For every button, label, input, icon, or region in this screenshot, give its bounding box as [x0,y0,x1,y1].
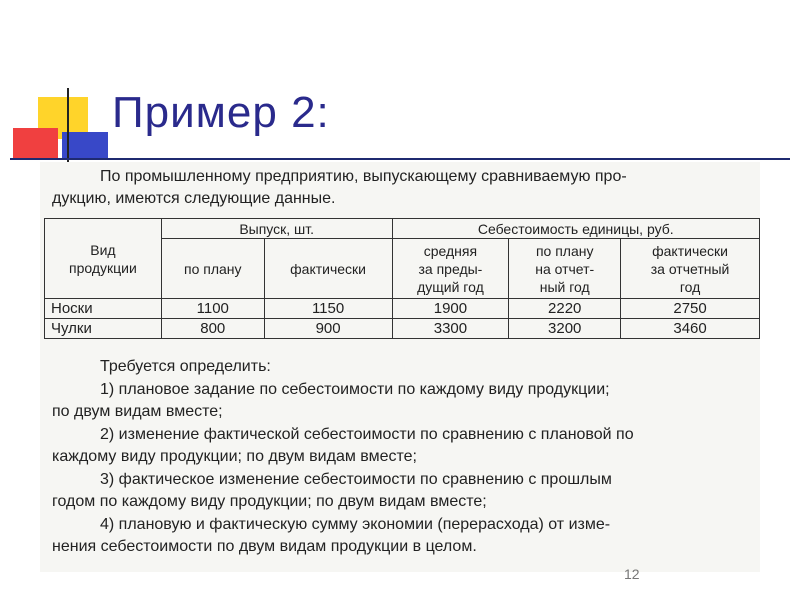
task-line: 1) плановое задание по себестоимости по каждому виду продукции; [100,380,610,398]
slide-title: Пример 2: [112,88,330,137]
task-line: 2) изменение фактической себестоимости по сравнению с плановой по [100,425,634,443]
cell-cost-avg-prev: 3300 [392,319,509,339]
task-line: по двум видам вместе; [52,403,223,420]
header-output-plan: по плану [161,239,264,299]
cell-cost-plan-report: 3200 [509,319,621,339]
data-table [44,218,760,339]
task-line: 3) фактическое изменение себестоимости по сравнению с прошлым [100,470,612,488]
cell-cost-avg-prev: 1900 [392,299,509,319]
task-line: 4) плановую и фактическую сумму экономии (перерасхода) от изме- [100,515,611,533]
cell-cost-fact-report: 3460 [621,319,760,339]
tasks-block [52,356,752,559]
header-product: Вид продукции [45,219,162,299]
header-cost-avg-prev: средняя за преды- дущий год [392,239,509,299]
intro-line: дукцию, имеются следующие данные. [52,190,336,207]
header-cost-fact-report: фактически за отчетный год [621,239,760,299]
cell-cost-plan-report: 2220 [509,299,621,319]
cell-product: Чулки [45,319,162,339]
cell-output-fact: 1150 [264,299,392,319]
table-row [45,319,760,339]
cell-cost-fact-report: 2750 [621,299,760,319]
cell-product: Носки [45,299,162,319]
intro-line: По промышленному предприятию, выпускающему сравниваемую про- [100,168,627,185]
task-line: нения себестоимости по двум видам продукции в целом. [52,538,477,555]
cell-output-plan: 1100 [161,299,264,319]
cell-output-fact: 900 [264,319,392,339]
header-unit-cost: Себестоимость единицы, руб. [392,219,759,239]
header-cost-plan-report: по плану на отчет- ный год [509,239,621,299]
header-output: Выпуск, шт. [161,219,392,239]
cell-output-plan: 800 [161,319,264,339]
decor-red-square [13,128,58,160]
task-line: каждому виду продукции; по двум видам вместе; [52,448,417,465]
header-output-fact: фактически [264,239,392,299]
page-number: 12 [624,566,640,582]
intro-text [52,166,752,210]
title-underline [10,158,790,160]
decor-vertical-line [67,88,69,166]
table-row [45,299,760,319]
task-line: годом по каждому виду продукции; по двум видам вместе; [52,493,487,510]
tasks-heading: Требуется определить: [100,358,271,375]
